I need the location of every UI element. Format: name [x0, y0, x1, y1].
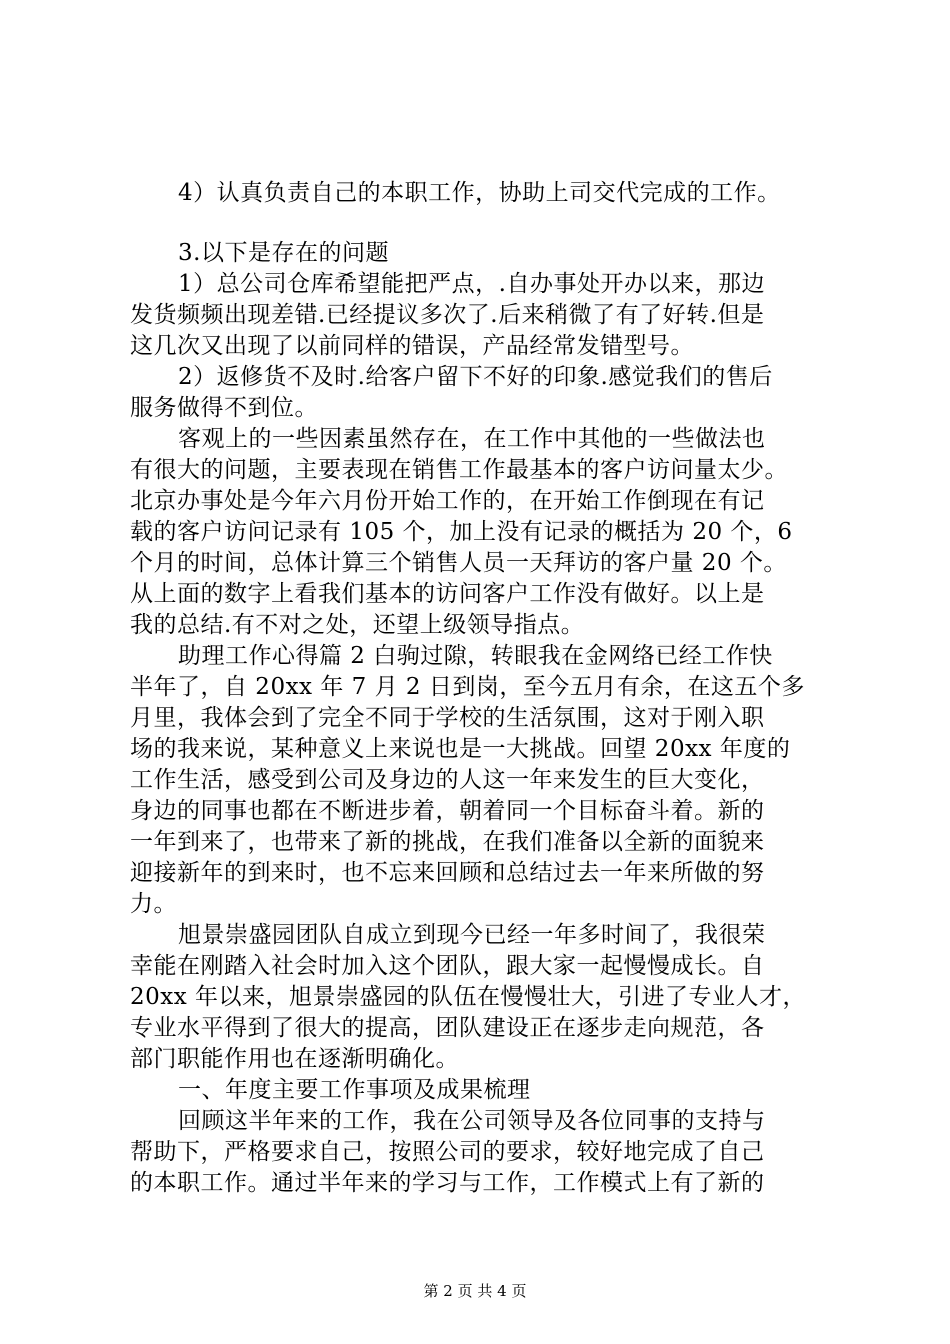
page-footer	[0, 1281, 950, 1301]
text-line: 1）总公司仓库希望能把严点，.自办事处开办以来，那边	[178, 271, 765, 297]
text-line: 有很大的问题，主要表现在销售工作最基本的客户访问量太少。	[130, 457, 788, 483]
text-line: 月里，我体会到了完全不同于学校的生活氛围，这对于刚入职	[130, 705, 765, 731]
page-number: 第 2 页 共 4 页	[423, 1282, 527, 1300]
text-line: 一年到来了，也带来了新的挑战，在我们准备以全新的面貌来	[130, 829, 765, 855]
text-line: 北京办事处是今年六月份开始工作的，在开始工作倒现在有记	[130, 488, 765, 514]
text-line: 客观上的一些因素虽然存在，在工作中其他的一些做法也	[178, 426, 766, 452]
text-line: 力。	[130, 891, 177, 917]
text-line: 我的总结.有不对之处，还望上级领导指点。	[130, 612, 585, 638]
text-line: 帮助下，严格要求自己，按照公司的要求，较好地完成了自己	[130, 1139, 765, 1165]
text-line: 载的客户访问记录有 105 个，加上没有记录的概括为 20 个，6	[130, 519, 793, 545]
text-line: 工作生活，感受到公司及身边的人这一年来发生的巨大变化，	[130, 767, 765, 793]
text-line: 旭景崇盛园团队自成立到现今已经一年多时间了，我很荣	[178, 922, 766, 948]
text-line: 半年了，自 20xx 年 7 月 2 日到岗，至今五月有余，在这五个多	[130, 674, 805, 700]
text-line: 场的我来说，某种意义上来说也是一大挑战。回望 20xx 年度的	[130, 736, 791, 762]
text-line: 3.以下是存在的问题	[178, 240, 389, 266]
text-line: 幸能在刚踏入社会时加入这个团队，跟大家一起慢慢成长。自	[130, 953, 765, 979]
text-line: 专业水平得到了很大的提高，团队建设正在逐步走向规范，各	[130, 1015, 765, 1041]
text-line: 服务做得不到位。	[130, 395, 318, 421]
text-line: 身边的同事也都在不断进步着，朝着同一个目标奋斗着。新的	[130, 798, 765, 824]
section-heading: 一、年度主要工作事项及成果梳理	[178, 1077, 531, 1103]
text-line: 2）返修货不及时.给客户留下不好的印象.感觉我们的售后	[178, 364, 773, 390]
text-line: 回顾这半年来的工作，我在公司领导及各位同事的支持与	[178, 1108, 766, 1134]
text-line: 从上面的数字上看我们基本的访问客户工作没有做好。以上是	[130, 581, 765, 607]
text-line: 4）认真负责自己的本职工作，协助上司交代完成的工作。	[178, 180, 781, 206]
text-line: 部门职能作用也在逐渐明确化。	[130, 1046, 459, 1072]
text-line: 20xx 年以来，旭景崇盛园的队伍在慢慢壮大，引进了专业人才，	[130, 984, 807, 1010]
text-line: 个月的时间，总体计算三个销售人员一天拜访的客户量 20 个。	[130, 550, 787, 576]
text-line: 迎接新年的到来时，也不忘来回顾和总结过去一年来所做的努	[130, 860, 765, 886]
text-line: 的本职工作。通过半年来的学习与工作，工作模式上有了新的	[130, 1170, 765, 1196]
text-line: 发货频频出现差错.已经提议多次了.后来稍微了有了好转.但是	[130, 302, 765, 328]
text-line: 这几次又出现了以前同样的错误，产品经常发错型号。	[130, 333, 694, 359]
text-line: 助理工作心得篇 2 白驹过隙，转眼我在金网络已经工作快	[178, 643, 773, 669]
